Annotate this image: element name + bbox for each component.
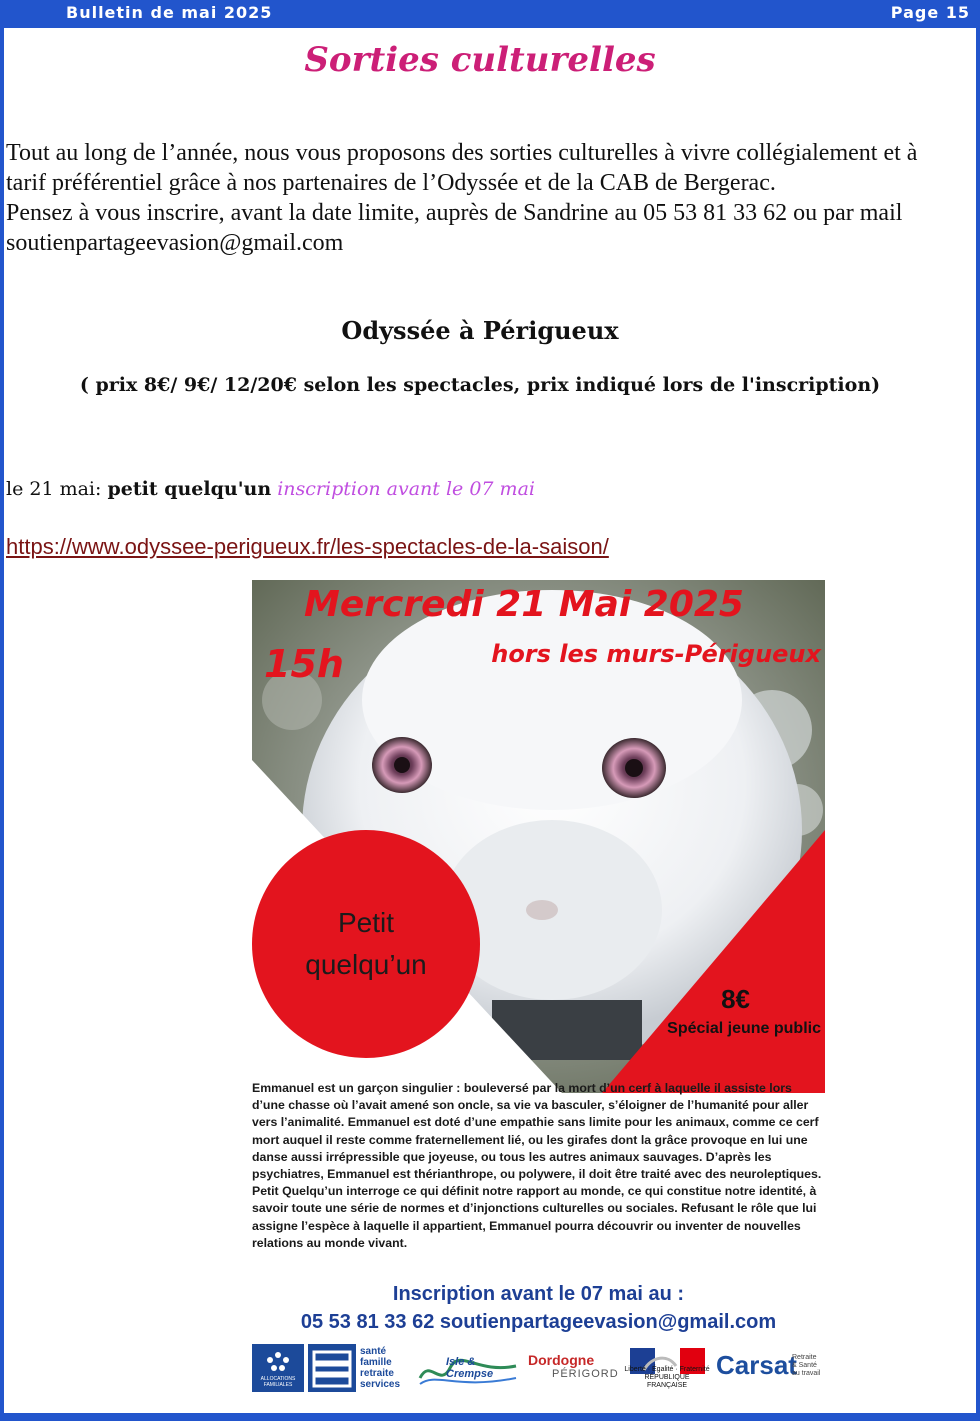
rf-label: Liberté · Égalité · Fraternité RÉPUBLIQUE FRANÇAISE bbox=[624, 1366, 710, 1389]
page-title: Sorties culturelles bbox=[304, 40, 656, 80]
carsat-label: Carsat bbox=[716, 1350, 797, 1380]
event-show: petit quelqu'un bbox=[107, 478, 272, 500]
caf-label: ALLOCATIONS FAMILIALES bbox=[260, 1376, 296, 1388]
isle-label: Isle & Crempse bbox=[446, 1356, 494, 1380]
poster-date: Mercredi 21 Mai 2025 bbox=[304, 584, 744, 625]
description-paragraph-1: Emmanuel est un garçon singulier : bouleversé par la mort d’un cerf à laquelle il assiste lors d’une chasse où l’avait amené son oncle, sa vie va basculer, s’éloigner de l’humanité pour aller vers l’animalité. Emmanuel est doté d’une empathie sans limite pour les animaux, comme ce cerf mort auquel il reste comme fraternellement lié, ou les girafes dont la grâce provoque en lui une danse aussi irrépressible que joyeuse, ou tous les autres animaux sauvages. D’après les psychiatres, Emmanuel est thérianthrope, ou polywere, il doit être traité avec des neuroleptiques. bbox=[252, 1081, 822, 1182]
sfrs-line-3: retraite bbox=[360, 1368, 394, 1379]
page-number: Page 15 bbox=[890, 3, 970, 22]
poster-show-title bbox=[266, 902, 466, 986]
poster-description bbox=[252, 1080, 824, 1252]
show-title-line-2: quelqu’un bbox=[305, 949, 427, 980]
frame-left bbox=[0, 28, 4, 1421]
dordogne-label: Dordogne bbox=[528, 1352, 595, 1368]
partner-logos bbox=[252, 1344, 825, 1392]
venue-heading: Odyssée à Périgueux bbox=[341, 316, 619, 345]
perigord-label: PÉRIGORD bbox=[552, 1368, 619, 1380]
poster-price-note: Spécial jeune public bbox=[667, 1020, 821, 1037]
intro-paragraph-1: Tout au long de l’année, nous vous proposons des sorties culturelles à vivre collégialement et à tarif préférentiel grâce à nos partenaires de l’Odyssée et de la CAB de Bergerac. bbox=[6, 140, 918, 196]
carsat-tagline-2: & Santé bbox=[792, 1362, 817, 1369]
msa-mark-icon bbox=[308, 1344, 356, 1392]
isle-crempse-logo bbox=[416, 1344, 520, 1392]
carsat-tagline-3: au travail bbox=[792, 1370, 821, 1377]
price-info: ( prix 8€/ 9€/ 12/20€ selon les spectacles, prix indiqué lors de l'inscription) bbox=[79, 374, 881, 396]
page-header-bar bbox=[0, 0, 980, 28]
frame-bottom bbox=[0, 1413, 980, 1421]
msa-logo bbox=[308, 1344, 356, 1392]
event-date: le 21 mai: bbox=[6, 478, 102, 500]
event-line bbox=[6, 478, 535, 500]
program-link[interactable]: https://www.odyssee-perigueux.fr/les-spectacles-de-la-saison/ bbox=[6, 534, 609, 559]
sfrs-logo bbox=[360, 1344, 416, 1392]
sfrs-line-2: famille bbox=[360, 1357, 392, 1368]
bulletin-title: Bulletin de mai 2025 bbox=[66, 3, 273, 22]
event-poster bbox=[252, 580, 825, 1393]
republique-francaise-logo bbox=[624, 1344, 710, 1392]
frame-right bbox=[976, 28, 980, 1421]
caf-logo bbox=[252, 1344, 304, 1392]
carsat-tagline-1: Retraite bbox=[792, 1354, 817, 1361]
poster-contact: 05 53 81 33 62 soutienpartageevasion@gmail.com bbox=[300, 1311, 777, 1333]
poster-registration: Inscription avant le 07 mai au : bbox=[392, 1283, 685, 1305]
poster-hour: 15h bbox=[264, 642, 344, 686]
dordogne-logo bbox=[526, 1344, 620, 1392]
intro-paragraph-2: Pensez à vous inscrire, avant la date limite, auprès de Sandrine au 05 53 81 33 62 ou par mail soutienpartageevasion@gmail.com bbox=[6, 200, 903, 256]
sfrs-line-4: services bbox=[360, 1379, 401, 1390]
poster-price: 8€ bbox=[721, 984, 750, 1014]
carsat-logo bbox=[714, 1344, 825, 1392]
poster-place: hors les murs-Périgueux bbox=[491, 640, 821, 668]
show-title-line-1: Petit bbox=[337, 907, 395, 938]
carsat-tagline bbox=[792, 1354, 820, 1378]
sfrs-line-1: santé bbox=[360, 1346, 387, 1357]
description-paragraph-2: Petit Quelqu’un interroge ce qui définit notre rapport au monde, ce qui constitue notre identité, à savoir toute une série de normes et d’injonctions culturelles ou sociales. Refusant le rôle que lui assigne l’espèce à laquelle il appartient, Emmanuel pourra découvrir ou inventer de nouvelles relations au monde vivant. bbox=[252, 1184, 817, 1250]
event-deadline: inscription avant le 07 mai bbox=[277, 478, 535, 500]
intro-text bbox=[6, 138, 956, 258]
caf-people-icon bbox=[265, 1350, 291, 1374]
